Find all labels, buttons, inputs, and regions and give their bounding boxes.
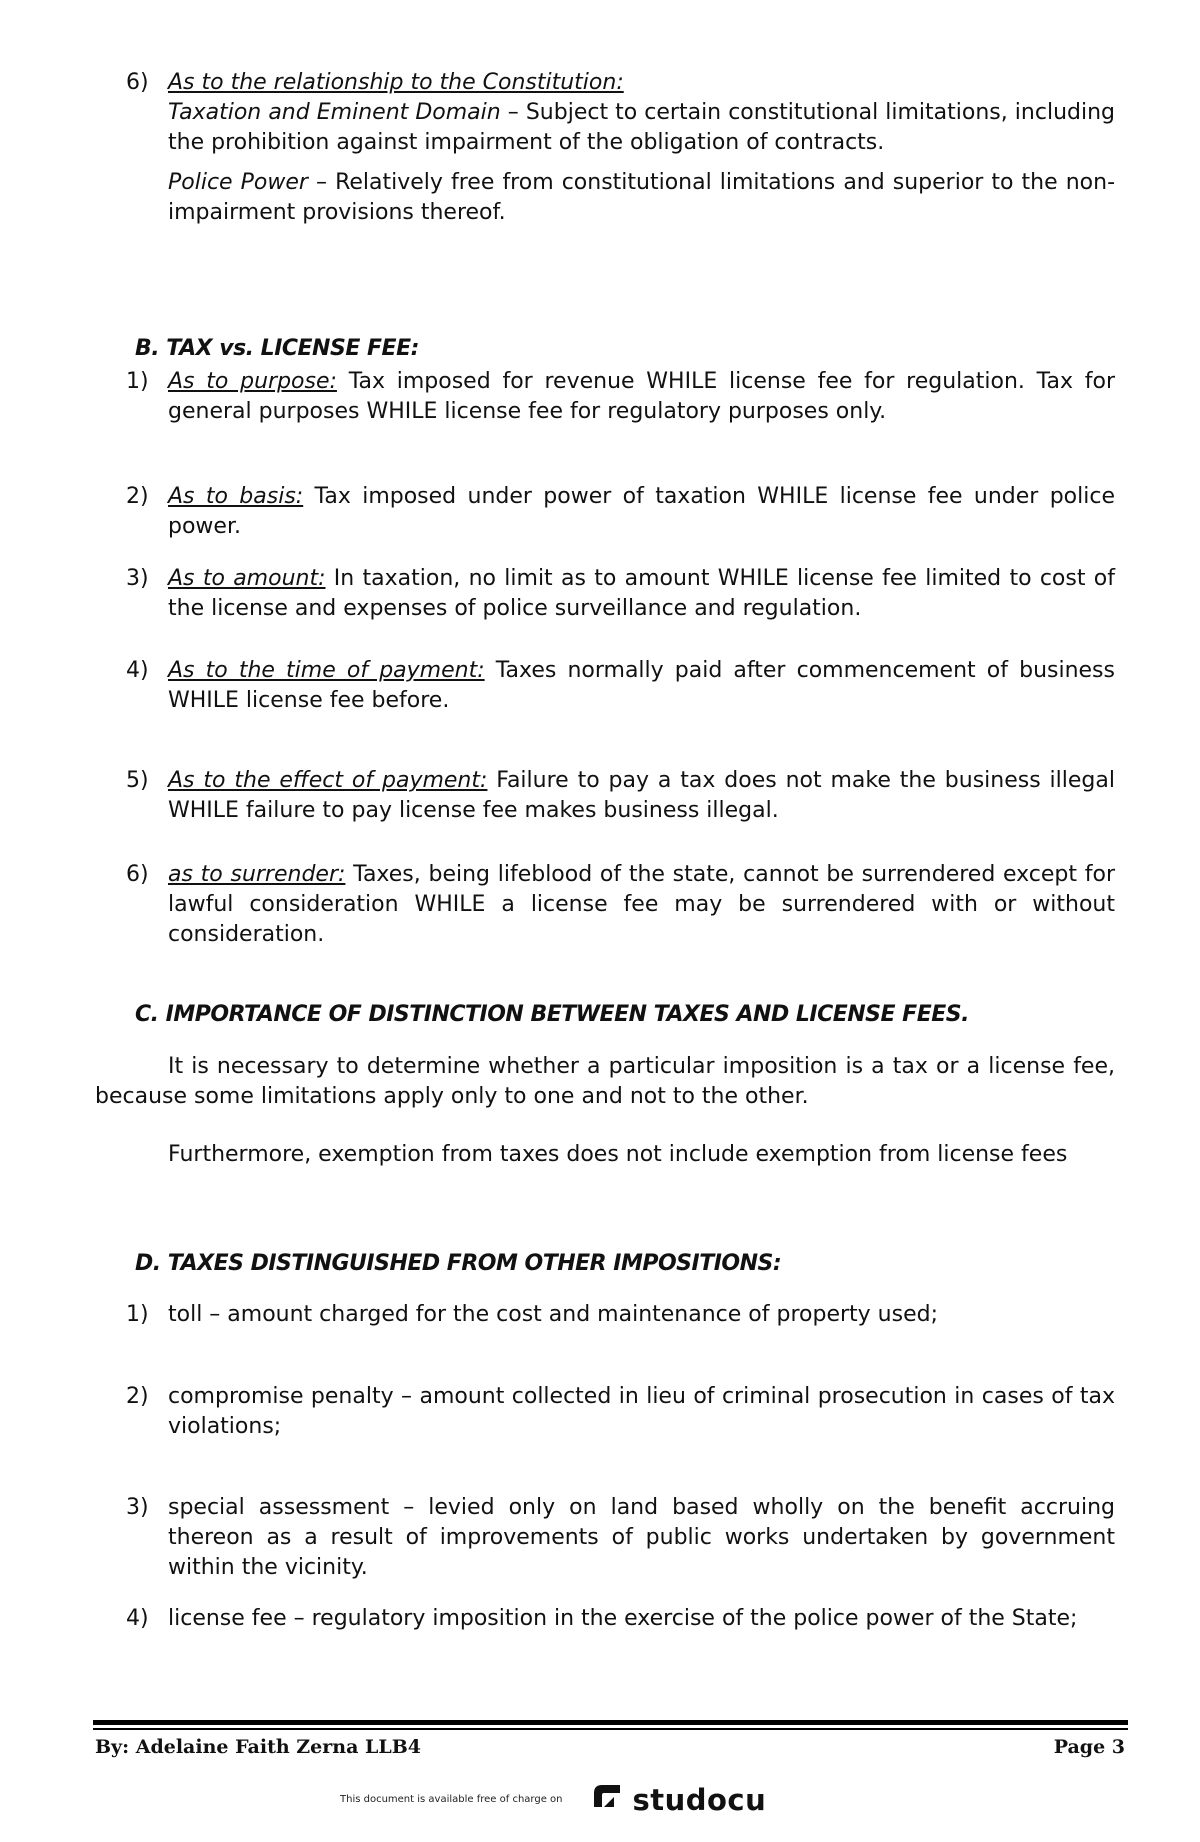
item-body: toll – amount charged for the cost and maintenance of property used; bbox=[168, 1302, 938, 1327]
studocu-banner[interactable] bbox=[340, 1780, 766, 1820]
item-body: compromise penalty – amount collected in lieu of criminal prosecution in cases of tax violations; bbox=[168, 1384, 1115, 1439]
item-number: 4) bbox=[126, 1606, 149, 1631]
item-body: Failure to pay a tax does not make the business illegal WHILE failure to pay license fee makes business illegal. bbox=[168, 768, 1115, 823]
section-c-paragraph: It is necessary to determine whether a particular imposition is a tax or a license fee, because some limitations apply only to one and not to the other. bbox=[95, 1054, 1115, 1109]
item-number: 6) bbox=[126, 70, 149, 95]
section-c-paragraph-2: Furthermore, exemption from taxes does not include exemption from license fees bbox=[168, 1142, 1068, 1167]
item-number: 1) bbox=[126, 369, 149, 394]
item-body: special assessment – levied only on land based wholly on the benefit accruing thereon as a result of improvements of public works undertaken by government within the vicinity. bbox=[168, 1495, 1115, 1580]
item-body: In taxation, no limit as to amount WHILE license fee limited to cost of the license and expenses of police surveillance and regulation. bbox=[168, 566, 1115, 621]
item-number: 4) bbox=[126, 658, 149, 683]
footer-page-number: Page 3 bbox=[1053, 1736, 1125, 1758]
item-body: Taxes, being lifeblood of the state, cannot be surrendered except for lawful consideration WHILE a license fee may be surrendered with or without consideration. bbox=[168, 862, 1115, 947]
studocu-logo-icon bbox=[590, 1781, 624, 1820]
item-body: Tax imposed under power of taxation WHILE license fee under police power. bbox=[168, 484, 1115, 539]
item-number: 6) bbox=[126, 862, 149, 887]
item-label: As to the time of payment: bbox=[168, 658, 485, 683]
item-label: As to purpose: bbox=[168, 369, 337, 394]
item-number: 3) bbox=[126, 1495, 149, 1520]
footer-rule-thin bbox=[93, 1728, 1128, 1730]
item-term: Taxation and Eminent Domain bbox=[168, 100, 501, 125]
item-text bbox=[168, 98, 1115, 158]
item-text bbox=[168, 168, 1115, 228]
item-label: As to the relationship to the Constitution: bbox=[168, 70, 624, 95]
item-number: 1) bbox=[126, 1302, 149, 1327]
item-number: 2) bbox=[126, 484, 149, 509]
item-body: – Subject to certain constitutional limitations, including the prohibition against impairment of the obligation of contracts. bbox=[168, 100, 1115, 155]
item-number: 2) bbox=[126, 1384, 149, 1409]
item-label: As to the effect of payment: bbox=[168, 768, 488, 793]
item-body: – Relatively free from constitutional limitations and superior to the non-impairment provisions thereof. bbox=[168, 170, 1116, 225]
item-label: As to basis: bbox=[168, 484, 304, 509]
item-number: 3) bbox=[126, 566, 149, 591]
item-label: As to amount: bbox=[168, 566, 326, 591]
footer-rule bbox=[93, 1720, 1128, 1725]
section-c-heading: C. IMPORTANCE OF DISTINCTION BETWEEN TAXES AND LICENSE FEES. bbox=[135, 1002, 969, 1027]
section-d-heading: D. TAXES DISTINGUISHED FROM OTHER IMPOSITIONS: bbox=[135, 1251, 782, 1276]
banner-text: This document is available free of charge on bbox=[340, 1794, 563, 1805]
section-b-heading: B. TAX vs. LICENSE FEE: bbox=[135, 336, 419, 361]
item-label: as to surrender: bbox=[168, 862, 346, 887]
item-term: Police Power bbox=[168, 170, 308, 195]
footer-author: By: Adelaine Faith Zerna LLB4 bbox=[95, 1736, 421, 1758]
item-number: 5) bbox=[126, 768, 149, 793]
studocu-logo: studocu bbox=[632, 1783, 767, 1817]
item-body: Taxes normally paid after commencement of business WHILE license fee before. bbox=[168, 658, 1115, 713]
item-body: Tax imposed for revenue WHILE license fee for regulation. Tax for general purposes WHILE license fee for regulatory purposes only. bbox=[168, 369, 1115, 424]
item-body: license fee – regulatory imposition in the exercise of the police power of the State; bbox=[168, 1606, 1078, 1631]
